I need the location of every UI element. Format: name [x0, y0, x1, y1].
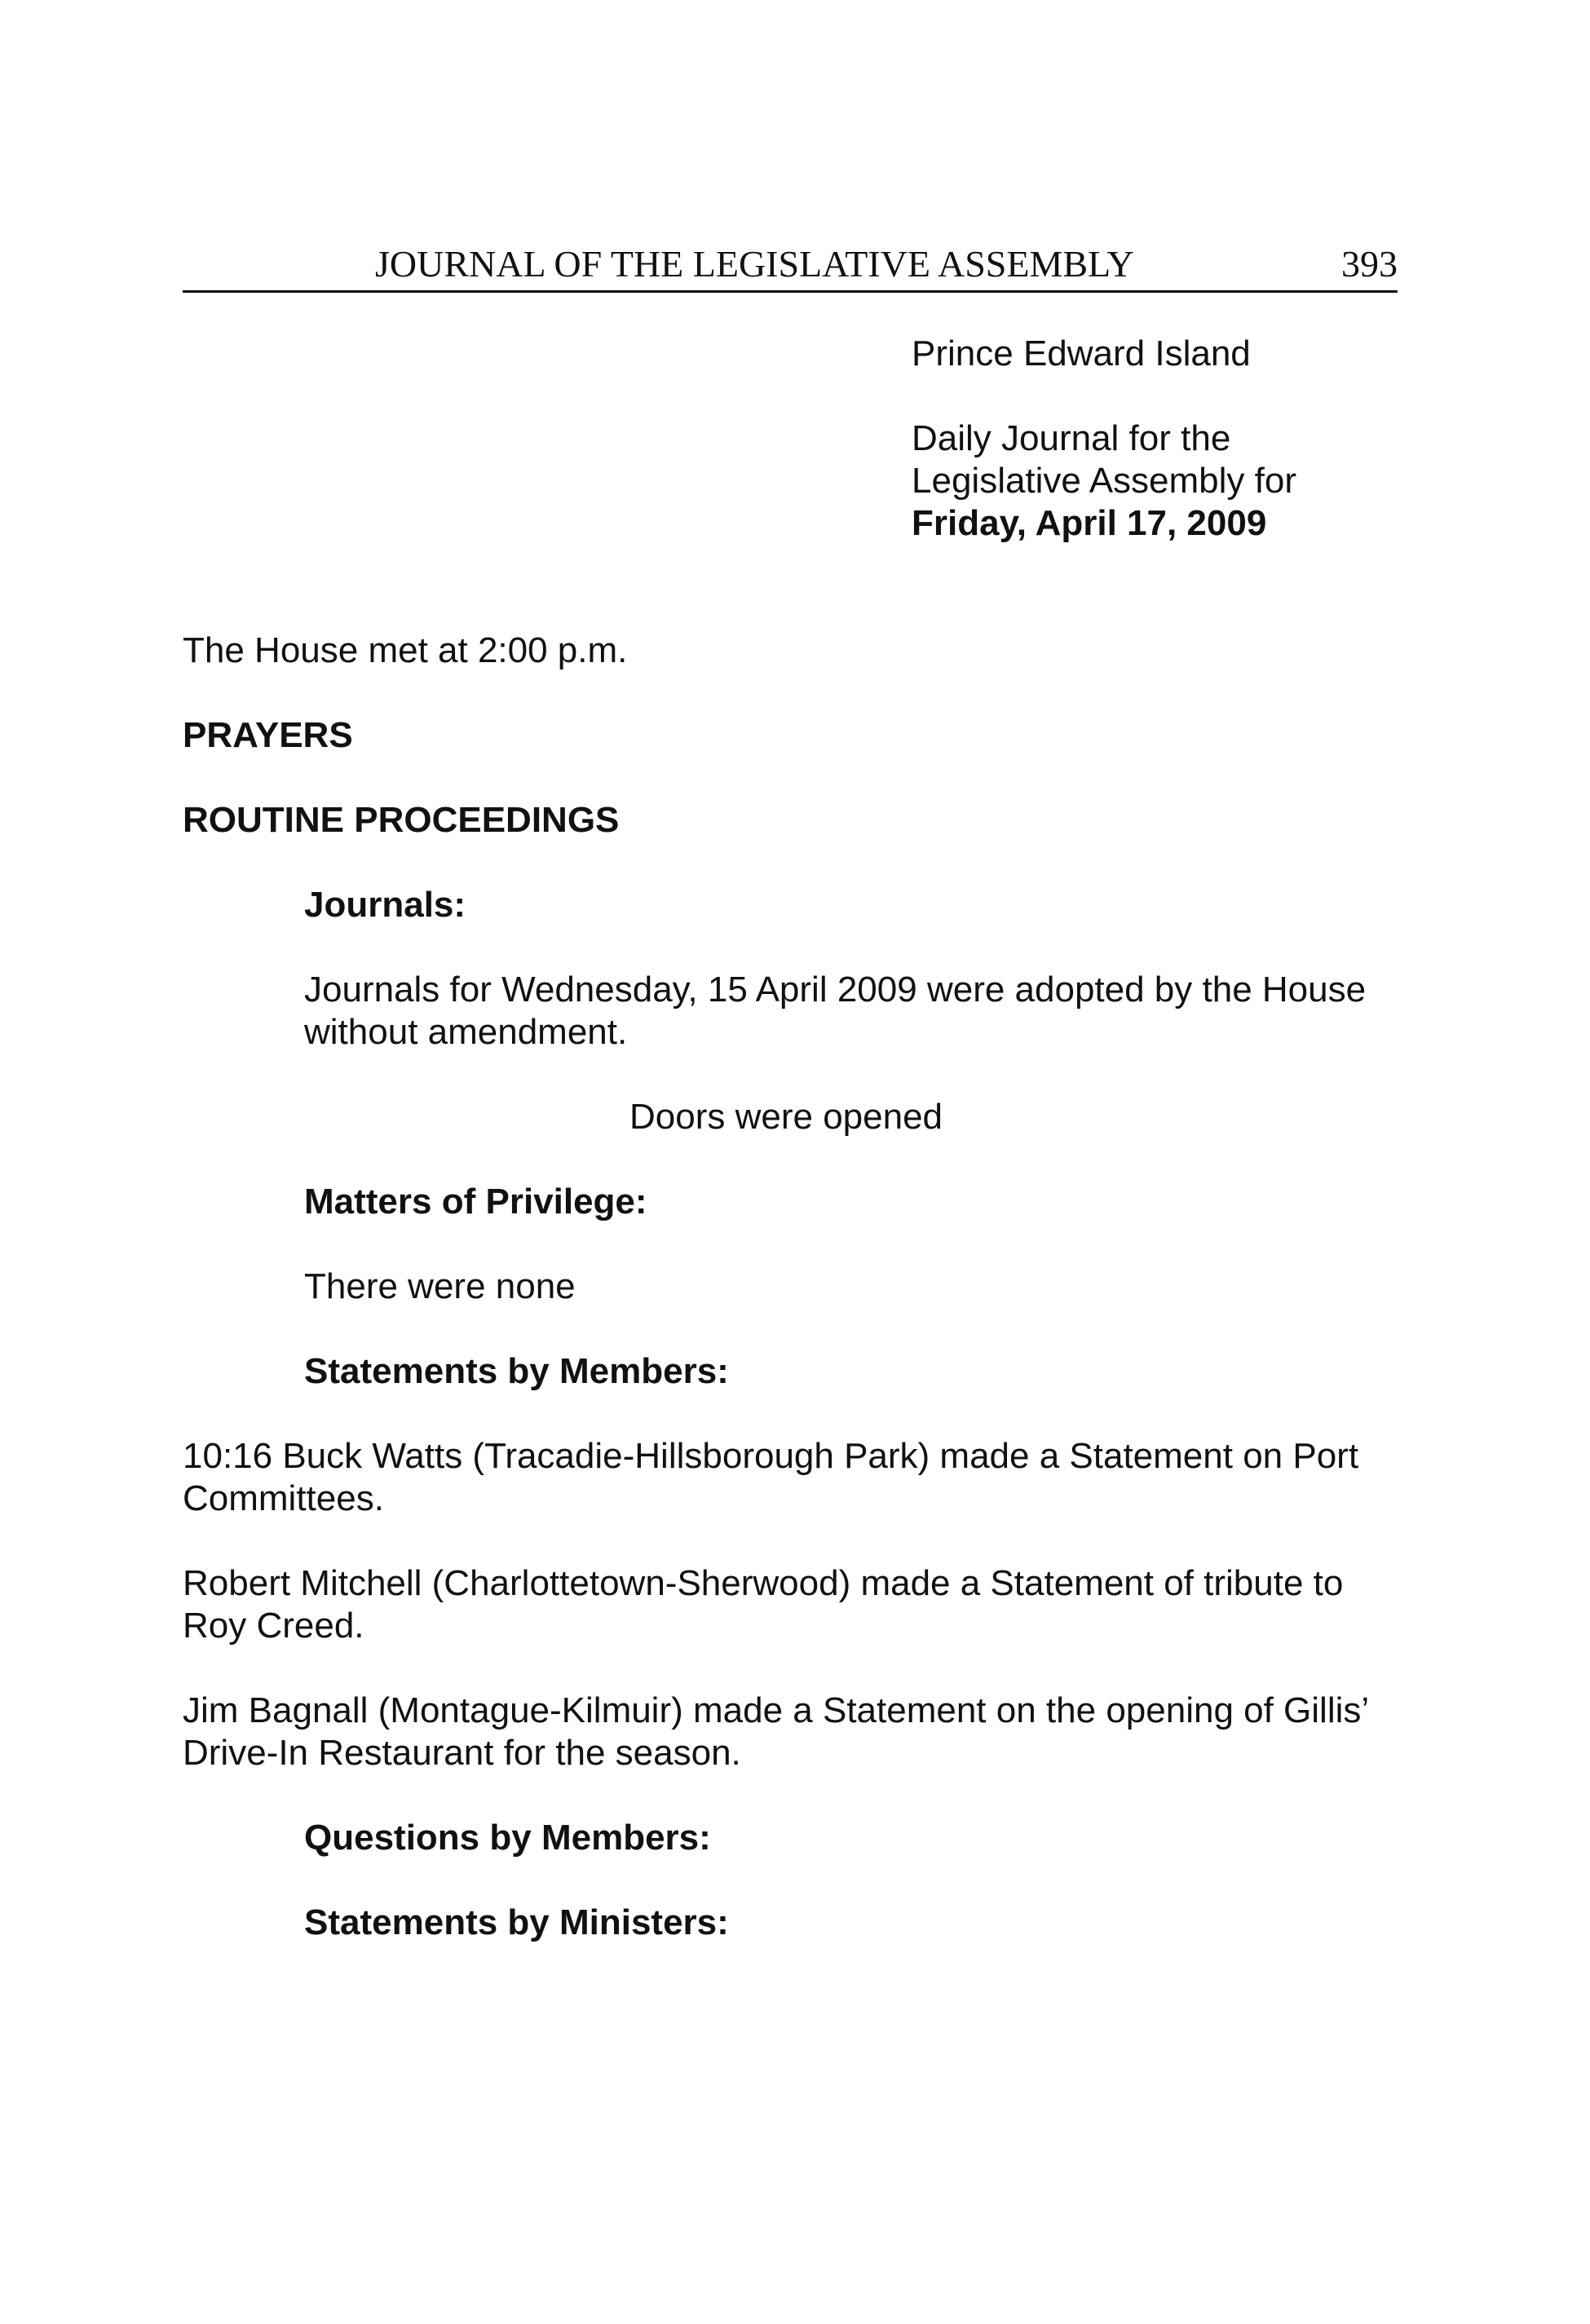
doors-opened-text: Doors were opened — [629, 1097, 943, 1137]
prayers-heading: PRAYERS — [183, 715, 353, 755]
journal-line-2: Legislative Assembly for — [912, 461, 1296, 501]
journal-line-1: Daily Journal for the — [912, 418, 1231, 458]
questions-heading: Questions by Members: — [304, 1818, 711, 1858]
statement-paragraph — [183, 1690, 1369, 1774]
journals-paragraph — [304, 969, 1366, 1054]
journal-title: JOURNAL OF THE LEGISLATIVE ASSEMBLY — [375, 243, 1134, 285]
statement-3-line-2: Drive-In Restaurant for the season. — [183, 1733, 741, 1773]
statement-2-line-1: Robert Mitchell (Charlottetown-Sherwood) made a Statement of tribute to — [183, 1563, 1344, 1603]
page-header — [183, 238, 1398, 293]
privilege-text: There were none — [304, 1266, 576, 1306]
province-name: Prince Edward Island — [912, 334, 1251, 373]
statements-members-heading: Statements by Members: — [304, 1351, 729, 1391]
statement-paragraph — [183, 1435, 1358, 1520]
journals-line-1: Journals for Wednesday, 15 April 2009 were adopted by the House — [304, 970, 1367, 1010]
house-met-text: The House met at 2:00 p.m. — [183, 630, 628, 670]
statement-2-line-2: Roy Creed. — [183, 1606, 364, 1646]
journals-line-2: without amendment. — [304, 1012, 628, 1052]
dateline — [912, 333, 1296, 545]
statement-3-line-1: Jim Bagnall (Montague-Kilmuir) made a Statement on the opening of Gillis’ — [183, 1690, 1370, 1730]
page-number: 393 — [1341, 243, 1398, 285]
sitting-date: Friday, April 17, 2009 — [912, 503, 1267, 543]
statements-ministers-heading: Statements by Ministers: — [304, 1902, 729, 1942]
statement-paragraph — [183, 1562, 1343, 1647]
routine-proceedings-heading: ROUTINE PROCEEDINGS — [183, 800, 620, 840]
privilege-heading: Matters of Privilege: — [304, 1182, 647, 1222]
journals-heading: Journals: — [304, 885, 466, 925]
statement-1-line-2: Committees. — [183, 1478, 384, 1518]
statement-1-line-1: 10:16 Buck Watts (Tracadie-Hillsborough Park) made a Statement on Port — [183, 1436, 1359, 1476]
